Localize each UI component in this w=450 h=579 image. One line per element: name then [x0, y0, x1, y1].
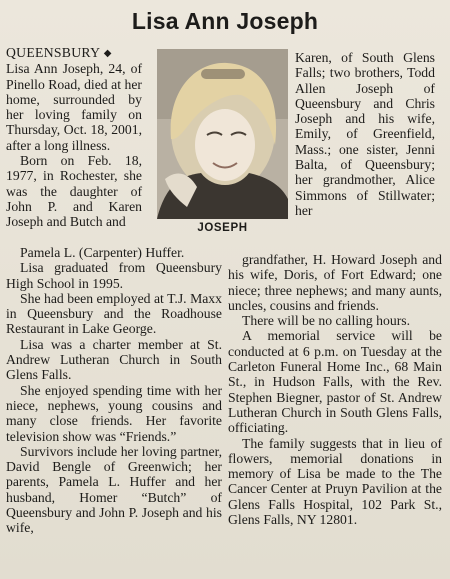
text-column-left: [6, 45, 142, 230]
portrait-photo: [157, 49, 288, 219]
text-column-lower-left: [6, 245, 222, 536]
paragraph: Karen, of South Glens Falls; two brothers, Todd Allen Joseph of Queensbury and Chris Joseph and his wife, Emily, of Greenfield, Mass.; one sister, Jenni Balta, of Queensbury; her grandmother, Alice Simmons of Stillwater; her: [295, 50, 435, 218]
text-column-lower-right: [228, 252, 442, 527]
text-column-right: [295, 50, 435, 218]
photo-caption: JOSEPH: [197, 222, 248, 234]
paragraph: Lisa Ann Joseph, 24, of Pinello Road, died at her home, surrounded by her loving family on Thursday, Oct. 18, 2001, after a long illness.: [6, 61, 142, 153]
paragraph: She enjoyed spending time with her niece, nephews, young cousins and many close friends. Her favorite television show was “Friends.”: [6, 382, 222, 444]
paragraph: Pamela L. (Carpenter) Huffer.: [20, 245, 185, 260]
paragraph: There will be no calling hours.: [242, 313, 411, 329]
paragraph: The family suggests that in lieu of flowers, memorial donations in memory of Lisa be made to the The Cancer Center at Pruyn Pavilion at the Glens Falls Hospital, 102 Park St., Glens Falls, NY 12801.: [228, 435, 442, 528]
bullet-icon: ◆: [103, 48, 112, 59]
dateline: QUEENSBURY: [6, 45, 101, 60]
paragraph: She had been employed at T.J. Maxx in Queensbury and the Roadhouse Restaurant in Lake George.: [6, 290, 222, 337]
portrait-image: [157, 49, 288, 219]
paragraph: Survivors include her loving partner, David Bengle of Greenwich; her parents, Pamela L. Huffer and her husband, Homer “Butch” of Queensbury and John P. Joseph and his wife,: [6, 443, 222, 536]
paragraph: A memorial service will be conducted at 6 p.m. on Tuesday at the Carleton Funeral Home Inc., 68 Main St., in Hudson Falls, with the Rev. Stephen Biegner, pastor of St. Andrew Lutheran Church in South Glens Falls, officiating.: [228, 328, 442, 436]
paragraph: Lisa graduated from Queensbury High School in 1995.: [6, 260, 222, 291]
obituary-title: Lisa Ann Joseph: [131, 8, 319, 34]
paragraph: grandfather, H. Howard Joseph and his wife, Doris, of Fort Edward; one niece; three nephews; and many aunts, uncles, cousins and friends.: [228, 252, 442, 313]
paragraph: Born on Feb. 18, 1977, in Rochester, she was the daughter of John P. and Karen Joseph and Butch and: [6, 153, 142, 230]
dateline-paragraph: [6, 45, 142, 61]
paragraph: Lisa was a charter member at St. Andrew Lutheran Church in South Glens Falls.: [6, 336, 222, 383]
